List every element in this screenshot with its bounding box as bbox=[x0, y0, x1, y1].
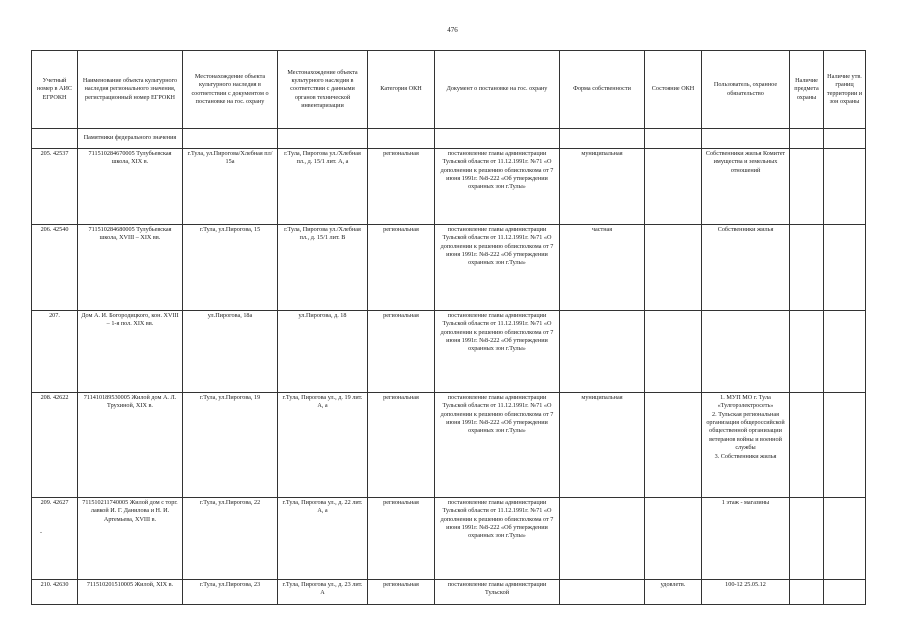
approved-borders bbox=[824, 225, 866, 311]
row-number: 206. 42540 bbox=[32, 225, 78, 311]
protection-document: постановление главы администрации Тульской области от 11.12.1991г. №71 «О дополнении к решению облисполкома от 7 июня 1991г. №8-222 «Об утверждении охранных зон г.Тулы» bbox=[435, 498, 560, 580]
header-user-obligation: Пользователь, охранное обязательство bbox=[702, 51, 790, 129]
row-number: 209. 42627 bbox=[32, 498, 78, 580]
category: региональная bbox=[368, 580, 435, 605]
category: региональная bbox=[368, 311, 435, 393]
header-location-technical: Местонахождение объекта культурного наследия в соответствии с данными органов технической инвентаризации bbox=[278, 51, 368, 129]
object-name: Дом А. И. Богородицкого, кон. XVIII – 1-я пол. XIX вв. bbox=[78, 311, 183, 393]
header-protection-document: Документ о постановке на гос. охрану bbox=[435, 51, 560, 129]
table-row bbox=[32, 580, 866, 605]
user-obligation: Собственники жилья bbox=[702, 225, 790, 311]
protection-subject bbox=[790, 149, 824, 225]
header-object-name: Наименование объекта культурного наследия регионального значения, регистрационный номер ЕГРОКН bbox=[78, 51, 183, 129]
approved-borders bbox=[824, 580, 866, 605]
location-technical: ул.Пирогова, д. 18 bbox=[278, 311, 368, 393]
section-label: Памятники федерального значения bbox=[78, 129, 183, 149]
object-name: 711410189530005 Жилой дом А. Л. Трухиной, XIX в. bbox=[78, 393, 183, 498]
state bbox=[645, 149, 702, 225]
list-item: 3. Собственники жилья bbox=[714, 452, 777, 460]
state bbox=[645, 393, 702, 498]
state bbox=[645, 498, 702, 580]
user-list bbox=[704, 394, 787, 461]
header-category: Категория ОКН bbox=[368, 51, 435, 129]
list-item: 2. Тульская региональная организация общероссийской общественной организации ветеранов войны и военной службы bbox=[706, 410, 785, 452]
header-protection-subject: Наличие предмета охраны bbox=[790, 51, 824, 129]
location-document: г.Тула, ул.Пирогова, 19 bbox=[183, 393, 278, 498]
ownership bbox=[560, 580, 645, 605]
location-technical: г.Тула, Пирогова ул., д. 22 лит. А, а bbox=[278, 498, 368, 580]
location-document: г.Тула, ул.Пирогова, 22 bbox=[183, 498, 278, 580]
row-number: 210. 42630 bbox=[32, 580, 78, 605]
location-technical: г.Тула, Пирогова ул./Хлебная пл., д. 15/1 лит. А, а bbox=[278, 149, 368, 225]
protection-document: постановление главы администрации Тульской bbox=[435, 580, 560, 605]
approved-borders bbox=[824, 498, 866, 580]
list-item: 1. МУП МО г. Тула «Тулгорэлектросеть» bbox=[717, 394, 774, 410]
protection-subject bbox=[790, 311, 824, 393]
header-approved-borders: Наличие утв. границ территории и зон охраны bbox=[824, 51, 866, 129]
ownership: муниципальная bbox=[560, 393, 645, 498]
category: региональная bbox=[368, 393, 435, 498]
ownership: муниципальная bbox=[560, 149, 645, 225]
table-row bbox=[32, 393, 866, 498]
location-technical: г.Тула, Пирогова ул./Хлебная пл., д. 15/1 лит. В bbox=[278, 225, 368, 311]
user-obligation bbox=[702, 393, 790, 498]
location-document: г.Тула, ул.Пирогова/Хлебная пл/ 15а bbox=[183, 149, 278, 225]
user-obligation: 1 этаж - магазины bbox=[702, 498, 790, 580]
category: региональная bbox=[368, 149, 435, 225]
protection-subject bbox=[790, 580, 824, 605]
user-obligation: 100-12 25.05.12 bbox=[702, 580, 790, 605]
object-name: 711510284680005 Тулубьевская школа, XVIII – XIX вв. bbox=[78, 225, 183, 311]
table-row bbox=[32, 498, 866, 580]
header-state: Состояние ОКН bbox=[645, 51, 702, 129]
header-row bbox=[32, 51, 866, 129]
user-obligation bbox=[702, 311, 790, 393]
header-registry-number: Учетный номер в АИС ЕГРОКН bbox=[32, 51, 78, 129]
object-name: 711510284670005 Тулубьевская школа, XIX в. bbox=[78, 149, 183, 225]
ownership bbox=[560, 498, 645, 580]
table-row bbox=[32, 149, 866, 225]
category: региональная bbox=[368, 225, 435, 311]
table-row bbox=[32, 225, 866, 311]
protection-subject bbox=[790, 498, 824, 580]
location-document: ул.Пирогова, 18а bbox=[183, 311, 278, 393]
state bbox=[645, 311, 702, 393]
protection-document: постановление главы администрации Тульской области от 11.12.1991г. №71 «О дополнении к решению облисполкома от 7 июня 1991г. №8-222 «Об утверждении охранных зон г.Тулы» bbox=[435, 393, 560, 498]
location-document: г.Тула, ул.Пирогова, 15 bbox=[183, 225, 278, 311]
row-number: 207. bbox=[32, 311, 78, 393]
location-technical: г.Тула, Пирогова ул., д. 23 лит. А bbox=[278, 580, 368, 605]
header-ownership: Форма собственности bbox=[560, 51, 645, 129]
page-number: 476 bbox=[447, 26, 458, 34]
protection-subject bbox=[790, 225, 824, 311]
ownership bbox=[560, 311, 645, 393]
approved-borders bbox=[824, 311, 866, 393]
user-obligation: Собственники жилья Комитет имущества и земельных отношений bbox=[702, 149, 790, 225]
section-row bbox=[32, 129, 866, 149]
protection-document: постановление главы администрации Тульской области от 11.12.1991г. №71 «О дополнении к решению облисполкома от 7 июня 1991г. №8-222 «Об утверждении охранных зон г.Тулы» bbox=[435, 311, 560, 393]
category: региональная bbox=[368, 498, 435, 580]
object-name: 711510211740005 Жилой дом с торг. лавкой И. Г. Данилова и Н. И. Артемьева, XVIII в. bbox=[78, 498, 183, 580]
object-name: 711510201510005 Жилой, XIX в. bbox=[78, 580, 183, 605]
row-number: 208. 42622 bbox=[32, 393, 78, 498]
location-document: г.Тула, ул.Пирогова, 23 bbox=[183, 580, 278, 605]
approved-borders bbox=[824, 149, 866, 225]
protection-document: постановление главы администрации Тульской области от 11.12.1991г. №71 «О дополнении к решению облисполкома от 7 июня 1991г. №8-222 «Об утверждении охранных зон г.Тулы» bbox=[435, 149, 560, 225]
ownership: частная bbox=[560, 225, 645, 311]
state bbox=[645, 225, 702, 311]
row-number: 205. 42537 bbox=[32, 149, 78, 225]
heritage-registry-table bbox=[31, 50, 866, 605]
protection-subject bbox=[790, 393, 824, 498]
location-technical: г.Тула, Пирогова ул., д. 19 лит. А, а bbox=[278, 393, 368, 498]
stray-mark: - bbox=[40, 530, 42, 536]
approved-borders bbox=[824, 393, 866, 498]
table-row bbox=[32, 311, 866, 393]
protection-document: постановление главы администрации Тульской области от 11.12.1991г. №71 «О дополнении к решению облисполкома от 7 июня 1991г. №8-222 «Об утверждении охранных зон г.Тулы» bbox=[435, 225, 560, 311]
state: удовлетв. bbox=[645, 580, 702, 605]
header-location-document: Местонахождение объекта культурного наследия в соответствии с документом о постановке на гос. охрану bbox=[183, 51, 278, 129]
